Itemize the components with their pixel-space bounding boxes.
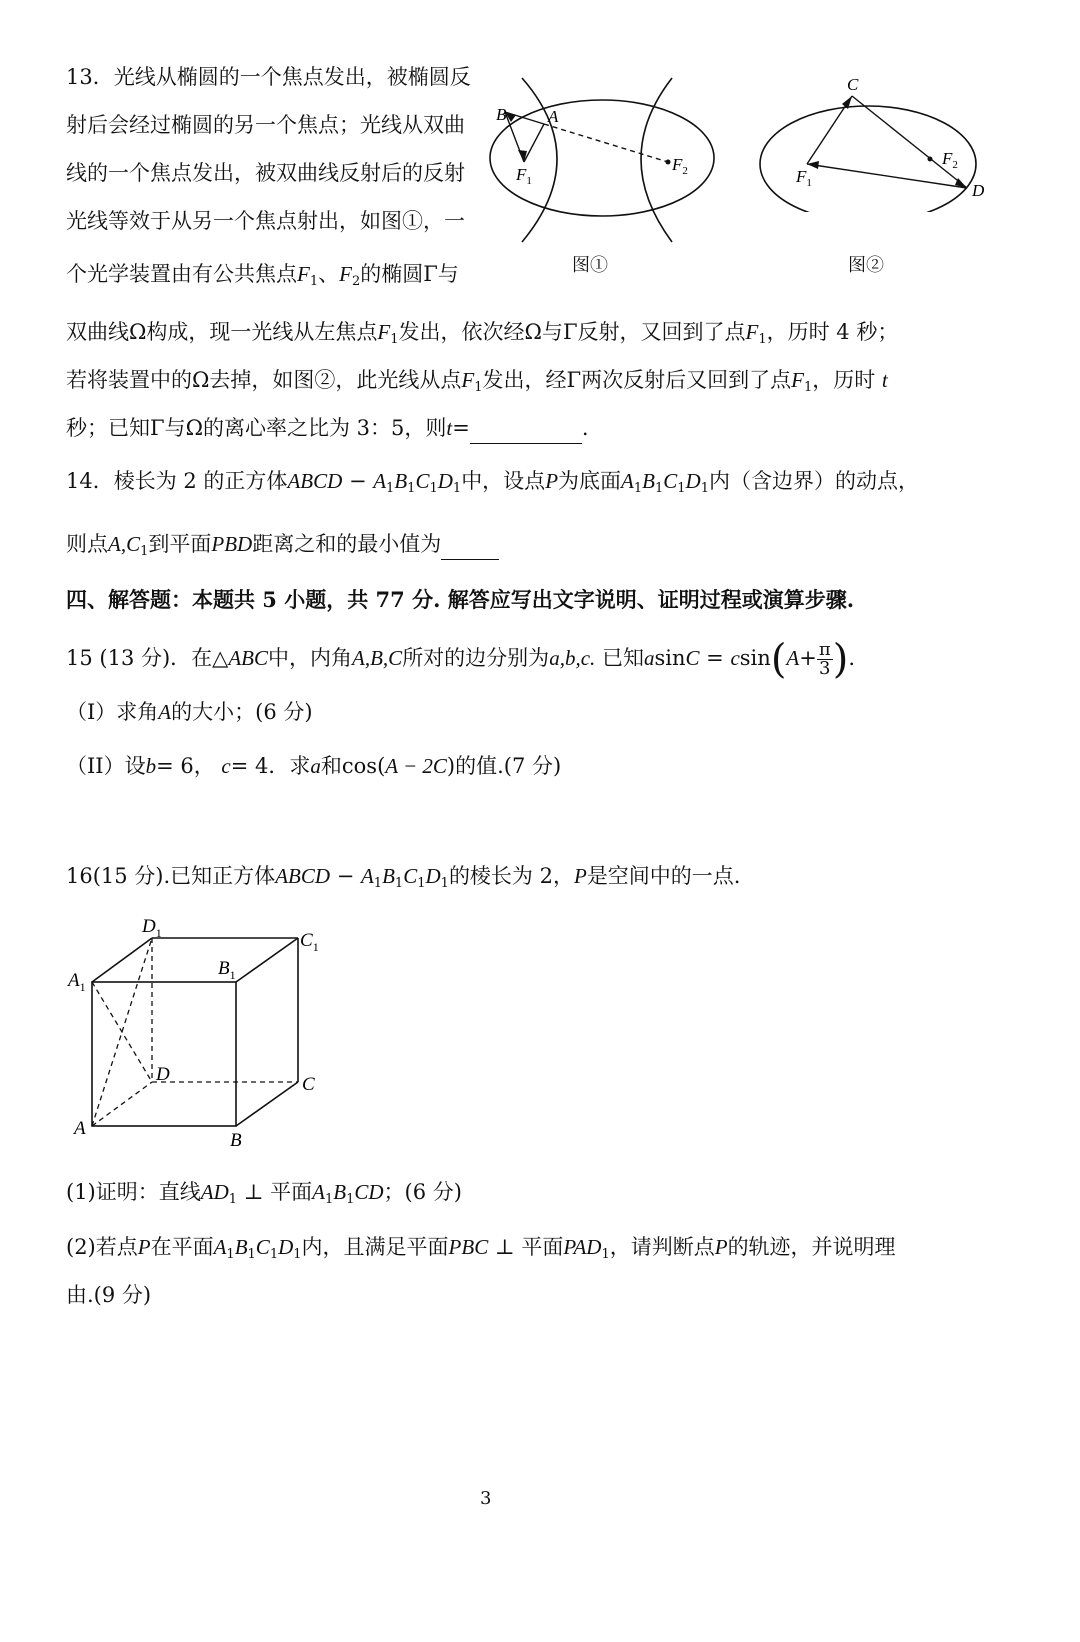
q15-part-2: （II）设b= 6， c= 4．求a和cos(A − 2C)的值.(7 分) bbox=[66, 754, 562, 778]
q16-part-2-line-2: 由.(9 分) bbox=[66, 1283, 152, 1307]
q14-answer-blank[interactable] bbox=[441, 529, 499, 560]
figure-1-caption: 图① bbox=[572, 255, 608, 276]
figure-2-ellipse bbox=[752, 72, 1002, 212]
figure-1-ellipse-hyperbola bbox=[482, 70, 722, 255]
figure-2-caption: 图② bbox=[848, 255, 884, 276]
fig2-label-d: D bbox=[972, 181, 985, 200]
fig1-label-f2: $F_2$ bbox=[672, 155, 688, 177]
fig2-label-f1: $F_1$ bbox=[796, 167, 812, 189]
fig1-point-f2 bbox=[666, 160, 671, 165]
fig1-hyperbola-left-branch bbox=[522, 78, 557, 242]
edge-a1-d1 bbox=[92, 938, 152, 982]
fig1-ray-f1-a bbox=[524, 124, 544, 162]
fig2-label-c: C bbox=[847, 75, 859, 94]
cube-label-d1: $D_1$ bbox=[142, 916, 162, 940]
q13-line-1: 13．光线从椭圆的一个焦点发出，被椭圆反 bbox=[66, 65, 471, 89]
cube-label-d: D bbox=[156, 1064, 170, 1085]
fig1-label-b: B bbox=[496, 105, 507, 124]
q16-part-1: (1)证明：直线$AD_1$ ⊥ 平面$A_1B_1CD$；(6 分) bbox=[66, 1180, 462, 1207]
q13-line-6: 双曲线Ω构成，现一光线从左焦点$F_1$发出，依次经Ω与Γ反射，又回到了点$F_1$，历时 4 秒； bbox=[66, 320, 899, 347]
cube-label-a: A bbox=[74, 1118, 86, 1139]
q13-answer-blank[interactable] bbox=[470, 413, 582, 444]
diagonal-a1-d bbox=[92, 982, 152, 1082]
cube-label-b: B bbox=[230, 1130, 242, 1151]
q13-line-5: 个光学装置由有公共焦点$F_1$、$F_2$的椭圆Γ与 bbox=[66, 262, 459, 289]
q16-part-2-line-1: (2)若点P在平面$A_1B_1C_1D_1$内，且满足平面PBC ⊥ 平面$PAD_1$，请判断点P的轨迹，并说明理 bbox=[66, 1235, 896, 1262]
q14-line-1: 14．棱长为 2 的正方体ABCD − $A_1B_1C_1D_1$中，设点P为底面$A_1B_1C_1D_1$内（含边界）的动点， bbox=[66, 469, 919, 496]
edge-a-d bbox=[92, 1082, 152, 1126]
cube-label-c: C bbox=[302, 1074, 315, 1095]
q13-line-3: 线的一个焦点发出，被双曲线反射后的反射 bbox=[66, 161, 465, 185]
q13-line-2: 射后会经过椭圆的另一个焦点；光线从双曲 bbox=[66, 113, 465, 137]
page-number: 3 bbox=[480, 1488, 492, 1509]
q14-line-2: 则点$A,C_1$到平面PBD距离之和的最小值为 bbox=[66, 529, 499, 567]
cube-label-a1: $A_1$ bbox=[68, 970, 86, 994]
fig1-dashed-line bbox=[544, 124, 668, 162]
pi-over-3-fraction: $\frac{\pi}{3}$ bbox=[818, 639, 831, 679]
edge-b1-c1 bbox=[236, 938, 298, 982]
q13-line-8: 秒；已知Γ与Ω的离心率之比为 3：5，则t= . bbox=[66, 413, 589, 444]
fig2-point-f2 bbox=[928, 157, 933, 162]
q13-line-4: 光线等效于从另一个焦点射出，如图①，一 bbox=[66, 209, 465, 233]
q16-head: 16(15 分).已知正方体ABCD − $A_1B_1C_1D_1$的棱长为 2，P是空间中的一点. bbox=[66, 864, 741, 891]
section-4-heading: 四、解答题：本题共 5 小题，共 77 分. 解答应写出文字说明、证明过程或演算步骤. bbox=[66, 587, 855, 612]
cube-figure bbox=[62, 912, 332, 1152]
fig1-label-a: A bbox=[548, 107, 559, 126]
q15-part-1: （I）求角A的大小；(6 分) bbox=[66, 700, 313, 724]
q15-head: 15 (13 分)．在△ABC中，内角A,B,C所对的边分别为a,b,c. 已知asinC = csin(A+ $\frac{\pi}{3}$ ). bbox=[66, 636, 855, 683]
fig2-label-f2: $F_2$ bbox=[942, 149, 958, 171]
cube-label-c1: $C_1$ bbox=[300, 930, 319, 954]
cube-label-b1: $B_1$ bbox=[218, 958, 236, 982]
front-face bbox=[92, 982, 236, 1126]
fig1-label-f1: $F_1$ bbox=[516, 165, 532, 187]
edge-b-c bbox=[236, 1082, 298, 1126]
q13-line-7: 若将装置中的Ω去掉，如图②，此光线从点$F_1$发出，经Γ两次反射后又回到了点$F_1$，历时 t bbox=[66, 368, 888, 395]
